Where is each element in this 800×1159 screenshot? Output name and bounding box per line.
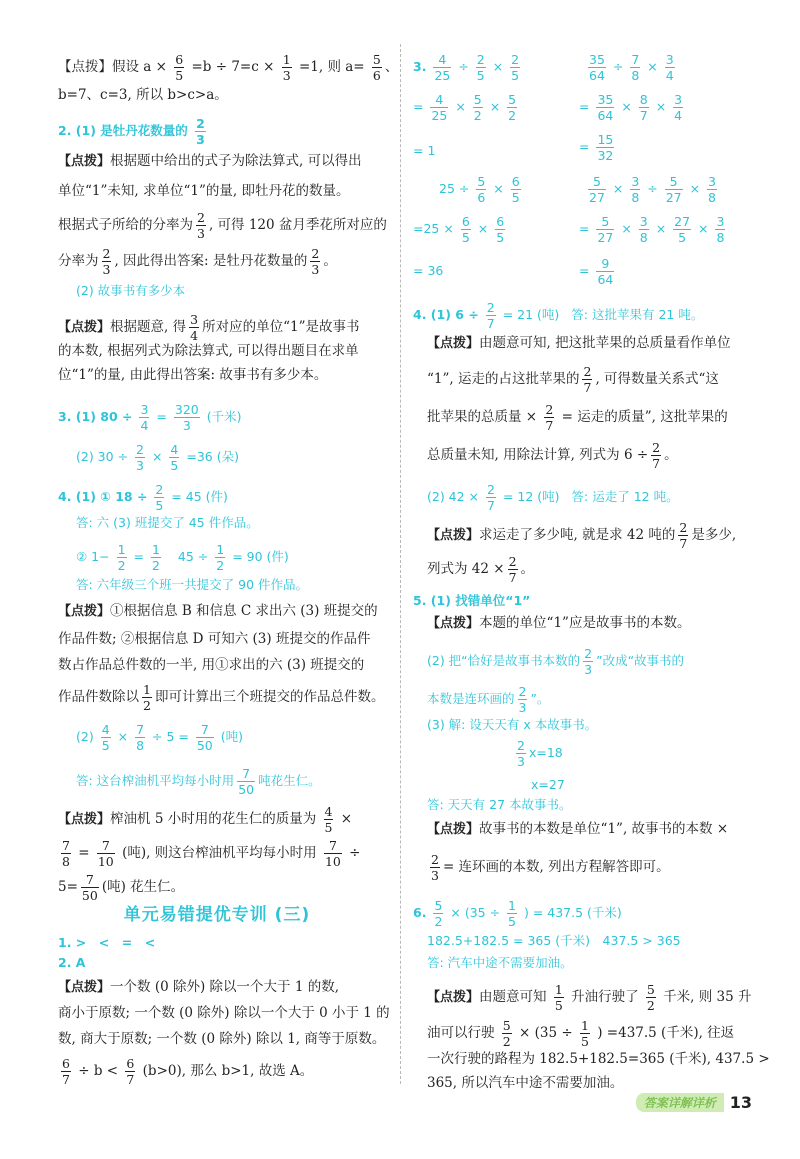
answer-line: 答: 六年级三个班一共提交了 90 件作品。	[76, 577, 309, 592]
hint-line: “1”, 运走的占这批苹果的 $\frac{2}{7}$ , 可得数量关系式“这	[427, 364, 719, 395]
answer-line: (2) $\frac{4}{5}$ × $\frac{7}{8}$ ÷ 5 = $\frac{7}{50}$ (吨)	[76, 722, 244, 753]
calc-line: =25 × $\frac{6}{5}$ × $\frac{6}{5}$	[413, 214, 505, 245]
hint-line: 分率为 $\frac{2}{3}$ , 因此得出答案: 是牡丹花数量的 $\frac{2}{3}$ 。	[58, 246, 337, 277]
answer-line: 3. (1) 80 ÷ $\frac{3}{4}$ = $\frac{320}{3}$ (千米)	[58, 402, 242, 433]
hint-line: 列式为 42 × $\frac{2}{7}$ 。	[427, 554, 535, 585]
hint-line: 数占作品总件数的一半, 用①求出的六 (3) 班提交的	[58, 657, 365, 673]
answer-line: 2. A	[58, 955, 86, 970]
hint-line: 【点拨】一个数 (0 除外) 除以一个大于 1 的数,	[58, 979, 340, 995]
hint-line: 365, 所以汽车中途不需要加油。	[427, 1075, 624, 1091]
answer-line: 1. > < = <	[58, 935, 156, 950]
hint-line: $\frac{2}{3}$ = 连环画的本数, 列出方程解答即可。	[431, 852, 670, 883]
hint-line: $\frac{7}{8}$ = $\frac{7}{10}$ (吨), 则这台榨油机平均每小时用 $\frac{7}{10}$ ÷	[62, 838, 361, 869]
answer-line: (2) 把“恰好是故事书本数的 $\frac{2}{3}$ ”改成“故事书的	[427, 646, 685, 677]
answer-line: 本数是连环画的 $\frac{2}{3}$ ”。	[427, 684, 550, 715]
hint-line: 【点拨】本题的单位“1”应是故事书的本数。	[427, 615, 691, 631]
answer-line: ② 1− $\frac{1}{2}$ = $\frac{1}{2}$ 45 ÷ $\frac{1}{2}$ = 90 (件)	[76, 542, 289, 573]
calc-line: = $\frac{15}{32}$	[579, 132, 614, 163]
column-divider	[400, 44, 401, 1084]
hint-line: 【点拨】①根据信息 B 和信息 C 求出六 (3) 班提交的	[58, 603, 378, 619]
answer-line: 2. (1) 是牡丹花数量的 $\frac{2}{3}$	[58, 116, 205, 147]
answer-line: (2) 42 × $\frac{2}{7}$ = 12 (吨) 答: 运走了 12 吨。	[427, 482, 679, 513]
equation-line: $\frac{2}{3}$ x=18	[517, 738, 563, 769]
hint-line: 【点拨】由题意可知, 把这批苹果的总质量看作单位	[427, 335, 731, 351]
hint-line: 【点拨】根据题中给出的式子为除法算式, 可以得出	[58, 153, 362, 169]
hint-line: 商小于原数; 一个数 (0 除外) 除以一个大于 0 小于 1 的	[58, 1005, 390, 1021]
calc-line: = 36	[413, 263, 444, 278]
calc-line: = $\frac{5}{27}$ × $\frac{3}{8}$ × $\frac{27}{5}$ × $\frac{3}{8}$	[579, 214, 725, 245]
calc-line: 3. $\frac{4}{25}$ ÷ $\frac{2}{5}$ × $\frac{2}{5}$	[413, 52, 520, 83]
answer-line: 答: 六 (3) 班提交了 45 件作品。	[76, 515, 259, 530]
answer-line: 答: 这台榨油机平均每小时用 $\frac{7}{50}$ 吨花生仁。	[76, 766, 321, 797]
answer-line: (3) 解: 设天天有 x 本故事书。	[427, 717, 598, 732]
page-number: 13	[729, 1093, 752, 1112]
answer-line: (2) 故事书有多少本	[76, 283, 186, 298]
calc-line: = 1	[413, 143, 436, 158]
hint-line: 根据式子所给的分率为 $\frac{2}{3}$ , 可得 120 盆月季花所对应的	[58, 210, 387, 241]
hint-line: 总质量未知, 用除法计算, 列式为 6 ÷ $\frac{2}{7}$ 。	[427, 440, 678, 471]
hint-line: b=7、c=3, 所以 b>c>a。	[58, 87, 228, 103]
calc-line: 25 ÷ $\frac{5}{6}$ × $\frac{6}{5}$	[439, 174, 520, 205]
section-title: 单元易错提优专训 (三)	[123, 905, 311, 925]
hint-line: 位“1”的量, 由此得出答案: 故事书有多少本。	[58, 367, 328, 383]
hint-line: 作品件数除以 $\frac{1}{2}$ 即可计算出三个班提交的作品总件数。	[58, 682, 385, 713]
page-footer	[636, 1093, 752, 1112]
hint-line: 【点拨】假设 a × $\frac{6}{5}$ =b ÷ 7=c × $\frac{1}{3}$ =1, 则 a= $\frac{5}{6}$ 、	[58, 52, 399, 83]
calc-line: $\frac{35}{64}$ ÷ $\frac{7}{8}$ × $\frac{3}{4}$	[589, 52, 674, 83]
hint-line: 【点拨】故事书的本数是单位“1”, 故事书的本数 ×	[427, 821, 729, 837]
hint-line: 【点拨】榨油机 5 小时用的花生仁的质量为 $\frac{4}{5}$ ×	[58, 804, 353, 835]
hint-line: 【点拨】由题意可知 $\frac{1}{5}$ 升油行驶了 $\frac{5}{2}$ 千米, 则 35 升	[427, 982, 752, 1013]
hint-line: 批苹果的总质量 × $\frac{2}{7}$ = 运走的质量”, 这批苹果的	[427, 402, 728, 433]
hint-line: 一次行驶的路程为 182.5+182.5=365 (千米), 437.5 >	[427, 1051, 770, 1067]
answer-line: 答: 天天有 27 本故事书。	[427, 797, 572, 812]
hint-line: 的本数, 根据列式为除法算式, 可以得出题目在求单	[58, 343, 359, 359]
calc-line: = $\frac{9}{64}$	[579, 256, 614, 287]
hint-line: 5= $\frac{7}{50}$ (吨) 花生仁。	[58, 872, 185, 903]
answer-line: 182.5+182.5 = 365 (千米) 437.5 > 365	[427, 933, 681, 948]
answer-line: 4. (1) 6 ÷ $\frac{2}{7}$ = 21 (吨) 答: 这批苹果有 21 吨。	[413, 300, 704, 331]
answer-badge: 答案详解详析	[636, 1093, 724, 1112]
equation-line: x=27	[531, 777, 565, 792]
hint-line: 数, 商大于原数; 一个数 (0 除外) 除以 1, 商等于原数。	[58, 1031, 386, 1047]
calc-line: $\frac{5}{27}$ × $\frac{3}{8}$ ÷ $\frac{5}{27}$ × $\frac{3}{8}$	[589, 174, 716, 205]
hint-line: $\frac{6}{7}$ ÷ b < $\frac{6}{7}$ (b>0), 那么 b>1, 故选 A。	[62, 1056, 314, 1087]
hint-line: 【点拨】求运走了多少吨, 就是求 42 吨的 $\frac{2}{7}$ 是多少,	[427, 520, 737, 551]
calc-line: = $\frac{35}{64}$ × $\frac{8}{7}$ × $\frac{3}{4}$	[579, 92, 683, 123]
answer-line: 6. $\frac{5}{2}$ × (35 ÷ $\frac{1}{5}$ ) = 437.5 (千米)	[413, 898, 622, 929]
hint-line: 作品件数; ②根据信息 D 可知六 (3) 班提交的作品件	[58, 631, 371, 647]
answer-line: 答: 汽车中途不需要加油。	[427, 955, 573, 970]
answer-line: (2) 30 ÷ $\frac{2}{3}$ × $\frac{4}{5}$ =36 (朵)	[76, 442, 239, 473]
hint-line: 单位“1”未知, 求单位“1”的量, 即牡丹花的数量。	[58, 183, 350, 199]
hint-line: 【点拨】根据题意, 得 $\frac{3}{4}$ 所对应的单位“1”是故事书	[58, 312, 360, 343]
answer-line: 5. (1) 找错单位“1”	[413, 593, 531, 608]
hint-line: 油可以行驶 $\frac{5}{2}$ × (35 ÷ $\frac{1}{5}$ ) =437.5 (千米), 往返	[427, 1018, 735, 1049]
calc-line: = $\frac{4}{25}$ × $\frac{5}{2}$ × $\frac{5}{2}$	[413, 92, 517, 123]
answer-line: 4. (1) ① 18 ÷ $\frac{2}{5}$ = 45 (件)	[58, 482, 228, 513]
